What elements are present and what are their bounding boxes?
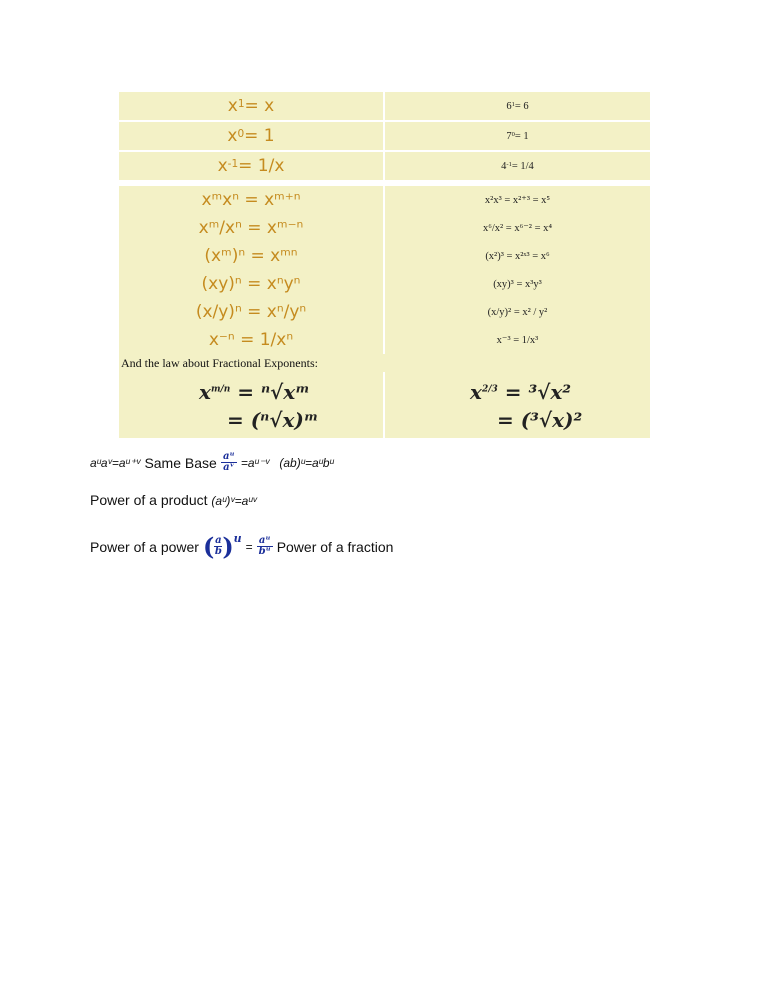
- fractional-exponent: m/n: [210, 384, 231, 395]
- law-cell: (xy)ⁿ = xⁿyⁿ: [119, 270, 383, 298]
- table-row: [119, 326, 650, 354]
- same-base-formula: aᵘaᵛ=aᵘ⁺ᵛ: [90, 455, 141, 470]
- product-formula: (ab)ᵘ=aᵘbᵘ: [279, 455, 334, 470]
- same-base-line: [90, 452, 334, 473]
- example-cell: x⁻³ = 1/x³: [385, 326, 650, 354]
- example-cell: (xy)³ = x³y³: [385, 270, 650, 298]
- fraction-numerator: a: [215, 535, 222, 546]
- fraction-denominator: b: [214, 546, 222, 557]
- law-cell: xᵐxⁿ = xᵐ⁺ⁿ: [119, 186, 383, 214]
- example-cell: x⁶/x² = x⁶⁻² = x⁴: [385, 214, 650, 242]
- law-base: x: [227, 96, 238, 116]
- quotient-rhs: =aᵘ⁻ᵛ: [240, 455, 270, 470]
- fraction-power-lhs: [203, 532, 242, 561]
- equals-sign: =: [245, 539, 253, 554]
- example-rhs: = 6: [514, 100, 529, 112]
- law-cell: xᵐ/xⁿ = xᵐ⁻ⁿ: [119, 214, 383, 242]
- example-base: 4: [501, 160, 507, 172]
- fractional-base: x: [199, 380, 211, 404]
- fractional-law-line-1: [199, 380, 310, 404]
- law-cell: x $^1$ = x: [119, 92, 383, 120]
- example-rhs: = 1: [514, 130, 529, 142]
- fraction-numerator: aᵘ: [222, 451, 235, 462]
- fractional-exponents-row: [119, 372, 650, 438]
- fraction-denominator: aᵛ: [223, 462, 235, 473]
- table-row: [119, 152, 650, 180]
- law-base: x: [217, 156, 228, 176]
- fractional-exponents-note: And the law about Fractional Exponents:: [119, 354, 650, 372]
- same-base-label: Same Base: [144, 454, 217, 471]
- law-rhs: = 1: [244, 126, 275, 146]
- law-cell: x $^0$ = 1: [119, 122, 383, 150]
- table-row: [119, 186, 650, 214]
- fractional-example-line-1: [470, 380, 571, 404]
- fractional-law-cell: [119, 372, 383, 438]
- example-cell: 7 $^0$ = 1: [385, 122, 650, 150]
- fractional-example-cell: [385, 372, 650, 438]
- paren-open: (: [202, 532, 215, 561]
- example-rhs: = 1/4: [511, 160, 534, 172]
- example-base: 7: [506, 130, 512, 142]
- lhs-exponent: u: [233, 532, 242, 545]
- example-cell: (x²)³ = x²ˣ³ = x⁶: [385, 242, 650, 270]
- law-rhs: = x: [244, 96, 275, 116]
- fractional-exponent: 2/3: [481, 384, 498, 395]
- fractional-base: x: [470, 380, 482, 404]
- paren-close: ): [222, 532, 234, 561]
- law-cell: x $^{-1}$ = 1/x: [119, 152, 383, 180]
- power-of-power-label: Power of a power: [90, 538, 199, 555]
- example-base: 6: [506, 100, 512, 112]
- example-cell: 4 $^{-1}$ = 1/4: [385, 152, 650, 180]
- lhs-fraction: [214, 536, 222, 557]
- power-of-product-line: [90, 492, 257, 508]
- rhs-fraction: [257, 536, 273, 557]
- fractional-example-line-2: = (³√x)²: [497, 408, 583, 432]
- exponent-laws-table: [119, 92, 650, 438]
- fractional-law-line-2: = (ⁿ√x)ᵐ: [227, 408, 319, 432]
- law-cell: (x/y)ⁿ = xⁿ/yⁿ: [119, 298, 383, 326]
- law-cell: x⁻ⁿ = 1/xⁿ: [119, 326, 383, 354]
- table-row: [119, 214, 650, 242]
- quotient-fraction: [221, 452, 237, 473]
- power-of-product-label: Power of a product: [90, 492, 208, 508]
- table-row: [119, 92, 650, 120]
- power-of-product-formula: (aᵘ)ᵛ=aᵘᵛ: [211, 494, 257, 508]
- law-cell: (xᵐ)ⁿ = xᵐⁿ: [119, 242, 383, 270]
- table-row: [119, 122, 650, 150]
- fractional-rhs: = ⁿ√xᵐ: [237, 380, 310, 404]
- power-of-power-line: [90, 532, 393, 561]
- example-cell: x²x³ = x²⁺³ = x⁵: [385, 186, 650, 214]
- law-rhs: = 1/x: [238, 156, 285, 176]
- fractional-rhs: = ³√x²: [504, 380, 572, 404]
- power-of-fraction-label: Power of a fraction: [276, 538, 394, 555]
- table-row: [119, 242, 650, 270]
- law-base: x: [227, 126, 238, 146]
- example-cell: (x/y)² = x² / y²: [385, 298, 650, 326]
- fraction-numerator: aᵘ: [258, 535, 271, 546]
- example-cell: 6 $^1$ = 6: [385, 92, 650, 120]
- table-row: [119, 270, 650, 298]
- fraction-denominator: bᵘ: [258, 546, 271, 557]
- table-row: [119, 298, 650, 326]
